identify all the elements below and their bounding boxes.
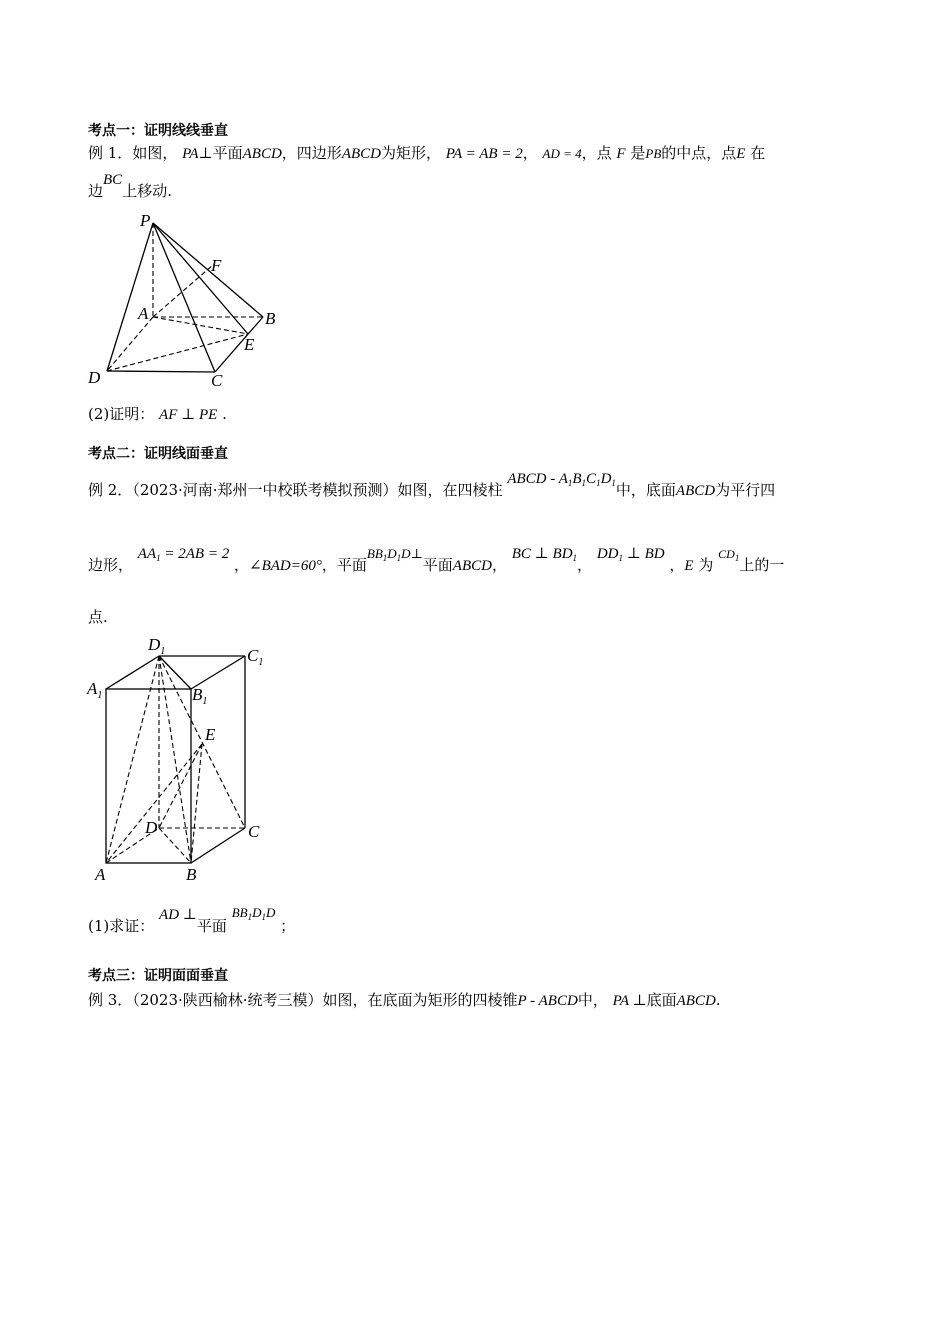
ex2-math-bb: $BB_1D_1D\perp$: [366, 546, 423, 563]
q2-math: AF ⊥ PE: [159, 407, 218, 423]
ex2-math-abcd2: ABCD: [452, 558, 492, 574]
edge-cb: [191, 828, 245, 863]
ex1-text: 如图，: [132, 144, 178, 162]
ex2-math-prism: ABCD - $A_1B_1C_1D_1$: [507, 471, 616, 488]
ex3-math-abcd: ABCD: [676, 993, 716, 1009]
label-e: E: [244, 335, 255, 354]
ex3-math-pa: PA ⊥: [612, 993, 647, 1009]
label-c1: $C_1$: [247, 646, 264, 668]
q1-math: AD ⊥: [159, 907, 197, 923]
figure-prism: [85, 630, 285, 885]
ex2-math-e: E: [684, 558, 694, 574]
ex2-math-dd: $DD_1$ ⊥ BD: [596, 546, 665, 563]
ex2-text: 上的一: [739, 556, 785, 574]
ex2-text: ，平面: [321, 556, 367, 574]
ex3-text: .: [715, 991, 721, 1009]
label-e: E: [205, 725, 216, 744]
ex2-text: 中，底面: [615, 481, 676, 499]
edge-dc: [107, 371, 215, 372]
ex2-source: （2023·河南·郑州一中校联考模拟预测）如图，在四棱柱: [132, 481, 503, 499]
ex1-label: 例 1．: [88, 144, 133, 162]
label-c: C: [248, 822, 260, 841]
label-d: D: [145, 818, 158, 837]
ex1-math-ad: AD = 4: [542, 146, 582, 161]
ex1-math-f: F: [616, 146, 626, 162]
label-a1: $A_1$: [87, 679, 103, 701]
ex2-math-aa: $AA_1 = 2AB = 2$: [137, 546, 230, 563]
ex2-text: ，: [577, 556, 593, 574]
ex2-text: 为平行四: [715, 481, 776, 499]
example2-line3: 点.: [88, 608, 108, 626]
edge-ad: [107, 317, 153, 371]
label-a: A: [95, 865, 106, 884]
ex1-math-pa-ab: PA = AB = 2: [445, 146, 523, 162]
edge-pc: [153, 223, 215, 372]
edge-ed: [159, 744, 202, 828]
edge-de: [107, 334, 248, 371]
example2-line2: [88, 546, 785, 575]
figure-pyramid: [80, 205, 280, 390]
section3-heading: 考点三：证明面面垂直: [88, 968, 228, 984]
example1-line2: [88, 172, 172, 201]
ex2-text: 平面: [422, 556, 453, 574]
ex3-label: 例 3．: [88, 991, 133, 1009]
edge-pd: [107, 223, 153, 371]
ex1-math-e: E: [736, 146, 746, 162]
ex1-text: 上移动.: [122, 182, 172, 200]
ex2-math-abcd: ABCD: [675, 483, 716, 499]
ex1-math-bc: BC: [103, 172, 123, 188]
ex2-math-angle: ∠BAD=60°: [249, 558, 322, 574]
label-a: A: [138, 304, 149, 323]
ex1-text: 为矩形，: [380, 144, 441, 162]
edge-ae: [153, 317, 248, 334]
ex2-text: ，: [233, 556, 249, 574]
example3-line1: [88, 989, 721, 1010]
ex1-math-pb: PB: [645, 146, 662, 161]
ex3-text: 中，: [577, 991, 608, 1009]
ex3-source: （2023·陕西榆林·统考三模）如图，在底面为矩形的四棱锥: [132, 991, 518, 1009]
edge-af: [153, 265, 213, 317]
ex3-math-pyr: P - ABCD: [517, 993, 578, 1009]
label-d1: $D_1$: [148, 635, 166, 657]
q1-math-bb: $BB_1D_1D$: [231, 905, 276, 922]
ex1-math-abcd2: ABCD: [341, 146, 381, 162]
example2-line1: [88, 471, 776, 500]
label-c: C: [211, 371, 223, 390]
ex1-text: 是: [630, 144, 646, 162]
ex2-text: ，: [491, 556, 507, 574]
ex2-text: 为: [698, 556, 714, 574]
label-f: F: [211, 256, 222, 275]
ex1-text: ，点: [581, 144, 612, 162]
label-b: B: [186, 865, 197, 884]
ex2-math-bc-bd: BC ⊥ $BD_1$: [511, 546, 578, 563]
edge-cb: [215, 317, 263, 372]
q2-label: (2)证明：: [88, 405, 155, 423]
q1-label: (1)求证：: [88, 917, 155, 935]
ex2-question1: [88, 905, 296, 936]
ex3-text: 底面: [646, 991, 677, 1009]
ex1-math-abcd: ABCD: [242, 146, 282, 162]
label-b: B: [265, 309, 276, 328]
edge-a1d1: [106, 656, 159, 689]
edge-ea: [106, 744, 202, 863]
section2-heading: 考点二：证明线面垂直: [88, 446, 228, 462]
ex1-text: ，: [522, 144, 538, 162]
ex1-math-pa-perp: PA⊥: [182, 146, 213, 162]
ex1-text: 平面: [212, 144, 243, 162]
ex1-text: 边: [88, 182, 104, 200]
ex1-text: ，四边形: [281, 144, 342, 162]
ex1-question2: [88, 403, 227, 424]
example1-line1: [88, 142, 765, 163]
q1-plane: 平面: [196, 917, 227, 935]
section1-heading: 考点一：证明线线垂直: [88, 123, 228, 139]
ex1-text: 的中点，点: [661, 144, 737, 162]
label-p: P: [140, 211, 151, 230]
ex2-math-cd: CD1: [718, 547, 740, 563]
ex1-text: 在: [750, 144, 766, 162]
label-b1: $B_1$: [192, 685, 208, 707]
q2-end: .: [222, 405, 227, 423]
q1-end: ；: [280, 917, 296, 935]
label-d: D: [88, 368, 101, 387]
ex2-text: ，: [669, 556, 685, 574]
ex2-text: 边形，: [88, 556, 134, 574]
ex2-label: 例 2．: [88, 481, 133, 499]
